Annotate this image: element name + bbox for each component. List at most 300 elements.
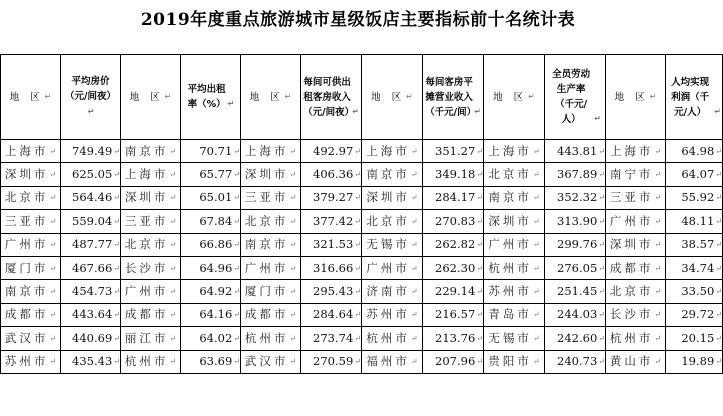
paragraph-mark-icon: ↵ xyxy=(715,310,722,320)
paragraph-mark-icon: ↵ xyxy=(532,240,540,250)
paragraph-mark-icon: ↵ xyxy=(49,310,57,320)
value-cell xyxy=(301,280,362,303)
region-cell xyxy=(484,256,545,279)
paragraph-mark-icon: ↵ xyxy=(598,287,605,297)
paragraph-mark-icon: ↵ xyxy=(410,240,418,250)
metric-value: 377.42 xyxy=(313,213,354,228)
region-name: 广州市 xyxy=(124,284,169,299)
region-name: 厦门市 xyxy=(244,284,289,299)
paragraph-mark-icon: ↵ xyxy=(49,240,57,250)
paragraph-mark-icon: ↵ xyxy=(715,240,722,250)
region-cell xyxy=(241,163,301,186)
value-cell xyxy=(666,303,723,326)
value-cell xyxy=(666,280,723,303)
value-cell xyxy=(181,280,241,303)
value-cell xyxy=(423,140,484,163)
paragraph-mark-icon: ↵ xyxy=(113,240,120,250)
metric-value: 367.89 xyxy=(557,167,598,182)
paragraph-mark-icon: ↵ xyxy=(113,357,120,367)
value-cell xyxy=(61,140,121,163)
paragraph-mark-icon: ↵ xyxy=(654,310,662,320)
table-row xyxy=(1,256,723,279)
column-header-metric xyxy=(61,55,121,140)
metric-value: 316.66 xyxy=(313,260,354,275)
paragraph-mark-icon: ↵ xyxy=(410,357,418,367)
column-header-region xyxy=(484,55,545,140)
column-header-metric xyxy=(423,55,484,140)
column-header-label: 每间客房平摊营业收入（千元/间） xyxy=(425,76,477,118)
region-name: 深圳市 xyxy=(609,237,654,252)
statistics-table xyxy=(0,54,723,374)
paragraph-mark-icon: ↵ xyxy=(49,216,57,226)
metric-value: 295.43 xyxy=(313,284,354,299)
paragraph-mark-icon: ↵ xyxy=(715,216,722,226)
region-name: 南京市 xyxy=(124,143,169,158)
paragraph-mark-icon: ↵ xyxy=(598,170,605,180)
region-cell xyxy=(484,280,545,303)
region-cell xyxy=(121,350,181,373)
value-cell xyxy=(301,327,362,350)
region-name: 三亚市 xyxy=(124,213,169,228)
paragraph-mark-icon: ↵ xyxy=(44,92,52,101)
region-name: 无锡市 xyxy=(366,237,410,252)
metric-value: 564.46 xyxy=(72,190,113,205)
region-cell xyxy=(121,256,181,279)
paragraph-mark-icon: ↵ xyxy=(532,216,540,226)
region-cell xyxy=(484,350,545,373)
paragraph-mark-icon: ↵ xyxy=(289,310,297,320)
value-cell xyxy=(61,256,121,279)
metric-value: 262.82 xyxy=(435,237,476,252)
value-cell xyxy=(666,233,723,256)
paragraph-mark-icon: ↵ xyxy=(113,216,120,226)
region-cell xyxy=(362,140,423,163)
paragraph-mark-icon: ↵ xyxy=(113,170,120,180)
column-header-region xyxy=(1,55,61,140)
paragraph-mark-icon: ↵ xyxy=(410,287,418,297)
table-row xyxy=(1,140,723,163)
region-cell xyxy=(362,350,423,373)
value-cell xyxy=(181,256,241,279)
column-header-metric xyxy=(301,55,362,140)
paragraph-mark-icon: ↵ xyxy=(598,146,605,156)
metric-value: 351.27 xyxy=(435,143,476,158)
metric-value: 64.92 xyxy=(199,284,233,299)
value-cell xyxy=(181,233,241,256)
metric-value: 270.83 xyxy=(435,213,476,228)
metric-value: 229.14 xyxy=(435,284,476,299)
paragraph-mark-icon: ↵ xyxy=(532,333,540,343)
paragraph-mark-icon: ↵ xyxy=(233,357,240,367)
paragraph-mark-icon: ↵ xyxy=(476,146,483,156)
paragraph-mark-icon: ↵ xyxy=(289,287,297,297)
paragraph-mark-icon: ↵ xyxy=(654,287,662,297)
metric-value: 244.03 xyxy=(557,307,598,322)
value-cell xyxy=(545,256,606,279)
value-cell xyxy=(545,163,606,186)
paragraph-mark-icon: ↵ xyxy=(169,287,177,297)
region-cell xyxy=(241,233,301,256)
value-cell xyxy=(423,303,484,326)
column-header-label: 地 区 xyxy=(614,92,649,103)
paragraph-mark-icon: ↵ xyxy=(169,357,177,367)
region-name: 北京市 xyxy=(4,190,49,205)
metric-value: 443.64 xyxy=(72,307,113,322)
region-name: 北京市 xyxy=(488,167,532,182)
value-cell xyxy=(666,256,723,279)
paragraph-mark-icon: ↵ xyxy=(233,193,240,203)
region-name: 深圳市 xyxy=(488,213,532,228)
metric-value: 492.97 xyxy=(313,143,354,158)
paragraph-mark-icon: ↵ xyxy=(233,333,240,343)
region-cell xyxy=(606,163,666,186)
table-row xyxy=(1,350,723,373)
metric-value: 352.32 xyxy=(557,190,598,205)
metric-value: 440.69 xyxy=(72,330,113,345)
region-name: 无锡市 xyxy=(488,330,532,345)
metric-value: 276.05 xyxy=(557,260,598,275)
region-name: 深圳市 xyxy=(366,190,410,205)
value-cell xyxy=(545,303,606,326)
paragraph-mark-icon: ↵ xyxy=(598,193,605,203)
value-cell xyxy=(181,186,241,209)
column-header-region xyxy=(362,55,423,140)
region-cell xyxy=(362,186,423,209)
value-cell xyxy=(666,350,723,373)
region-cell xyxy=(1,140,61,163)
paragraph-mark-icon: ↵ xyxy=(654,216,662,226)
region-name: 杭州市 xyxy=(244,330,289,345)
paragraph-mark-icon: ↵ xyxy=(113,287,120,297)
paragraph-mark-icon: ↵ xyxy=(164,92,172,101)
metric-value: 240.73 xyxy=(557,354,598,369)
region-cell xyxy=(121,233,181,256)
paragraph-mark-icon: ↵ xyxy=(715,287,722,297)
region-name: 深圳市 xyxy=(124,190,169,205)
region-cell xyxy=(362,280,423,303)
column-header-label: 地 区 xyxy=(371,92,406,103)
paragraph-mark-icon: ↵ xyxy=(476,310,483,320)
paragraph-mark-icon: ↵ xyxy=(354,310,361,320)
metric-value: 467.66 xyxy=(72,260,113,275)
paragraph-mark-icon: ↵ xyxy=(354,146,361,156)
region-name: 厦门市 xyxy=(4,260,49,275)
region-cell xyxy=(362,256,423,279)
metric-value: 64.16 xyxy=(199,307,233,322)
column-header-label: 每间可供出租客房收入（元/间夜） xyxy=(303,76,355,118)
region-name: 长沙市 xyxy=(124,260,169,275)
column-header-label: 地 区 xyxy=(493,92,528,103)
metric-value: 64.02 xyxy=(199,330,233,345)
paragraph-mark-icon: ↵ xyxy=(169,333,177,343)
paragraph-mark-icon: ↵ xyxy=(233,287,240,297)
paragraph-mark-icon: ↵ xyxy=(169,146,177,156)
region-name: 青岛市 xyxy=(488,307,532,322)
region-cell xyxy=(606,280,666,303)
metric-value: 625.05 xyxy=(72,167,113,182)
paragraph-mark-icon: ↵ xyxy=(476,287,483,297)
region-cell xyxy=(1,256,61,279)
metric-value: 38.57 xyxy=(681,237,715,252)
value-cell xyxy=(61,186,121,209)
paragraph-mark-icon: ↵ xyxy=(654,357,662,367)
metric-value: 64.98 xyxy=(681,143,715,158)
metric-value: 66.86 xyxy=(199,237,233,252)
value-cell xyxy=(545,280,606,303)
region-cell xyxy=(606,350,666,373)
metric-value: 313.90 xyxy=(557,213,598,228)
paragraph-mark-icon: ↵ xyxy=(715,193,722,203)
metric-value: 406.36 xyxy=(313,167,354,182)
table-row xyxy=(1,163,723,186)
paragraph-mark-icon: ↵ xyxy=(598,357,605,367)
paragraph-mark-icon: ↵ xyxy=(715,170,722,180)
metric-value: 273.74 xyxy=(313,330,354,345)
paragraph-mark-icon: ↵ xyxy=(354,287,361,297)
table-row xyxy=(1,233,723,256)
paragraph-mark-icon: ↵ xyxy=(227,99,235,108)
region-cell xyxy=(1,233,61,256)
region-name: 武汉市 xyxy=(4,330,49,345)
value-cell xyxy=(301,350,362,373)
value-cell xyxy=(545,186,606,209)
metric-value: 67.84 xyxy=(199,213,233,228)
metric-value: 33.50 xyxy=(681,284,715,299)
paragraph-mark-icon: ↵ xyxy=(169,193,177,203)
paragraph-mark-icon: ↵ xyxy=(233,310,240,320)
paragraph-mark-icon: ↵ xyxy=(289,193,297,203)
paragraph-mark-icon: ↵ xyxy=(532,287,540,297)
metric-value: 19.89 xyxy=(681,354,715,369)
metric-value: 64.96 xyxy=(199,260,233,275)
value-cell xyxy=(545,140,606,163)
paragraph-mark-icon: ↵ xyxy=(113,146,120,156)
paragraph-mark-icon: ↵ xyxy=(410,263,418,273)
region-cell xyxy=(606,140,666,163)
paragraph-mark-icon: ↵ xyxy=(598,240,605,250)
paragraph-mark-icon: ↵ xyxy=(87,107,95,116)
metric-value: 379.27 xyxy=(313,190,354,205)
metric-value: 34.74 xyxy=(681,260,715,275)
paragraph-mark-icon: ↵ xyxy=(410,310,418,320)
region-cell xyxy=(241,350,301,373)
metric-value: 251.45 xyxy=(557,284,598,299)
region-name: 北京市 xyxy=(609,284,654,299)
paragraph-mark-icon: ↵ xyxy=(169,263,177,273)
value-cell xyxy=(181,350,241,373)
region-name: 广州市 xyxy=(609,213,654,228)
value-cell xyxy=(301,256,362,279)
region-name: 杭州市 xyxy=(488,260,532,275)
region-cell xyxy=(362,303,423,326)
region-name: 武汉市 xyxy=(244,354,289,369)
region-name: 南宁市 xyxy=(609,167,654,182)
value-cell xyxy=(61,303,121,326)
region-cell xyxy=(606,256,666,279)
metric-value: 454.73 xyxy=(72,284,113,299)
metric-value: 284.64 xyxy=(313,307,354,322)
region-name: 杭州市 xyxy=(366,330,410,345)
value-cell xyxy=(301,140,362,163)
column-header-region xyxy=(121,55,181,140)
paragraph-mark-icon: ↵ xyxy=(354,357,361,367)
paragraph-mark-icon: ↵ xyxy=(233,263,240,273)
metric-value: 321.53 xyxy=(313,237,354,252)
paragraph-mark-icon: ↵ xyxy=(49,263,57,273)
value-cell xyxy=(423,233,484,256)
region-cell xyxy=(606,303,666,326)
region-cell xyxy=(1,350,61,373)
table-row xyxy=(1,280,723,303)
region-cell xyxy=(241,140,301,163)
region-name: 成都市 xyxy=(609,260,654,275)
paragraph-mark-icon: ↵ xyxy=(532,146,540,156)
paragraph-mark-icon: ↵ xyxy=(49,357,57,367)
region-cell xyxy=(1,210,61,233)
region-name: 上海市 xyxy=(609,143,654,158)
paragraph-mark-icon: ↵ xyxy=(113,263,120,273)
value-cell xyxy=(181,140,241,163)
header-row xyxy=(1,55,723,140)
paragraph-mark-icon: ↵ xyxy=(406,92,413,101)
region-name: 长沙市 xyxy=(609,307,654,322)
region-name: 北京市 xyxy=(124,237,169,252)
paragraph-mark-icon: ↵ xyxy=(476,170,483,180)
paragraph-mark-icon: ↵ xyxy=(410,216,418,226)
paragraph-mark-icon: ↵ xyxy=(169,240,177,250)
paragraph-mark-icon: ↵ xyxy=(354,193,361,203)
column-header-label: 地 区 xyxy=(249,92,284,103)
region-cell xyxy=(484,327,545,350)
value-cell xyxy=(545,350,606,373)
paragraph-mark-icon: ↵ xyxy=(49,170,57,180)
region-name: 杭州市 xyxy=(124,354,169,369)
metric-value: 443.81 xyxy=(557,143,598,158)
value-cell xyxy=(545,233,606,256)
document-title: 2019年度重点旅游城市星级饭店主要指标前十名统计表 xyxy=(140,10,576,30)
value-cell xyxy=(666,163,723,186)
region-cell xyxy=(121,186,181,209)
paragraph-mark-icon: ↵ xyxy=(354,170,361,180)
region-name: 上海市 xyxy=(488,143,532,158)
region-cell xyxy=(484,140,545,163)
region-cell xyxy=(484,163,545,186)
metric-value: 20.15 xyxy=(681,330,715,345)
region-name: 三亚市 xyxy=(4,213,49,228)
table-row xyxy=(1,303,723,326)
column-header-label: 地 区 xyxy=(9,92,44,103)
paragraph-mark-icon: ↵ xyxy=(532,263,540,273)
region-cell xyxy=(362,327,423,350)
metric-value: 349.18 xyxy=(435,167,476,182)
region-cell xyxy=(241,303,301,326)
paragraph-mark-icon: ↵ xyxy=(113,333,120,343)
region-name: 深圳市 xyxy=(244,167,289,182)
metric-value: 65.01 xyxy=(199,190,233,205)
region-cell xyxy=(121,163,181,186)
metric-value: 64.07 xyxy=(681,167,715,182)
metric-value: 63.69 xyxy=(199,354,233,369)
paragraph-mark-icon: ↵ xyxy=(289,263,297,273)
region-name: 南京市 xyxy=(488,190,532,205)
metric-value: 70.71 xyxy=(199,143,233,158)
column-header-label: 地 区 xyxy=(129,92,164,103)
paragraph-mark-icon: ↵ xyxy=(598,333,605,343)
paragraph-mark-icon: ↵ xyxy=(289,333,297,343)
region-cell xyxy=(606,327,666,350)
paragraph-mark-icon: ↵ xyxy=(354,333,361,343)
region-cell xyxy=(121,327,181,350)
region-name: 黄山市 xyxy=(609,354,654,369)
metric-value: 749.49 xyxy=(72,143,113,158)
metric-value: 299.76 xyxy=(557,237,598,252)
paragraph-mark-icon: ↵ xyxy=(354,216,361,226)
column-header-region xyxy=(606,55,666,140)
paragraph-mark-icon: ↵ xyxy=(410,146,418,156)
region-name: 丽江市 xyxy=(124,330,169,345)
region-cell xyxy=(241,280,301,303)
paragraph-mark-icon: ↵ xyxy=(715,333,722,343)
region-name: 苏州市 xyxy=(4,354,49,369)
region-cell xyxy=(484,186,545,209)
paragraph-mark-icon: ↵ xyxy=(49,146,57,156)
region-name: 北京市 xyxy=(366,213,410,228)
table-row xyxy=(1,186,723,209)
region-cell xyxy=(606,233,666,256)
value-cell xyxy=(301,163,362,186)
paragraph-mark-icon: ↵ xyxy=(284,92,292,101)
value-cell xyxy=(423,186,484,209)
value-cell xyxy=(301,233,362,256)
region-cell xyxy=(121,280,181,303)
metric-value: 213.76 xyxy=(435,330,476,345)
metric-value: 216.57 xyxy=(435,307,476,322)
value-cell xyxy=(545,327,606,350)
column-header-label: 平均出租率（%） xyxy=(187,84,226,110)
value-cell xyxy=(423,350,484,373)
region-name: 南京市 xyxy=(244,237,289,252)
region-name: 杭州市 xyxy=(609,330,654,345)
region-cell xyxy=(1,327,61,350)
paragraph-mark-icon: ↵ xyxy=(233,170,240,180)
paragraph-mark-icon: ↵ xyxy=(715,146,722,156)
region-cell xyxy=(121,140,181,163)
region-name: 上海市 xyxy=(124,167,169,182)
paragraph-mark-icon: ↵ xyxy=(476,240,483,250)
metric-value: 284.17 xyxy=(435,190,476,205)
paragraph-mark-icon: ↵ xyxy=(233,216,240,226)
metric-value: 65.77 xyxy=(199,167,233,182)
region-name: 广州市 xyxy=(366,260,410,275)
paragraph-mark-icon: ↵ xyxy=(598,263,605,273)
region-cell xyxy=(484,210,545,233)
value-cell xyxy=(301,210,362,233)
value-cell xyxy=(301,303,362,326)
value-cell xyxy=(666,210,723,233)
region-name: 三亚市 xyxy=(609,190,654,205)
region-name: 上海市 xyxy=(244,143,289,158)
paragraph-mark-icon: ↵ xyxy=(474,106,481,116)
value-cell xyxy=(423,280,484,303)
paragraph-mark-icon: ↵ xyxy=(532,310,540,320)
region-cell xyxy=(606,210,666,233)
region-name: 三亚市 xyxy=(244,190,289,205)
region-cell xyxy=(241,327,301,350)
metric-value: 262.30 xyxy=(435,260,476,275)
paragraph-mark-icon: ↵ xyxy=(410,333,418,343)
paragraph-mark-icon: ↵ xyxy=(49,333,57,343)
region-name: 南京市 xyxy=(366,167,410,182)
